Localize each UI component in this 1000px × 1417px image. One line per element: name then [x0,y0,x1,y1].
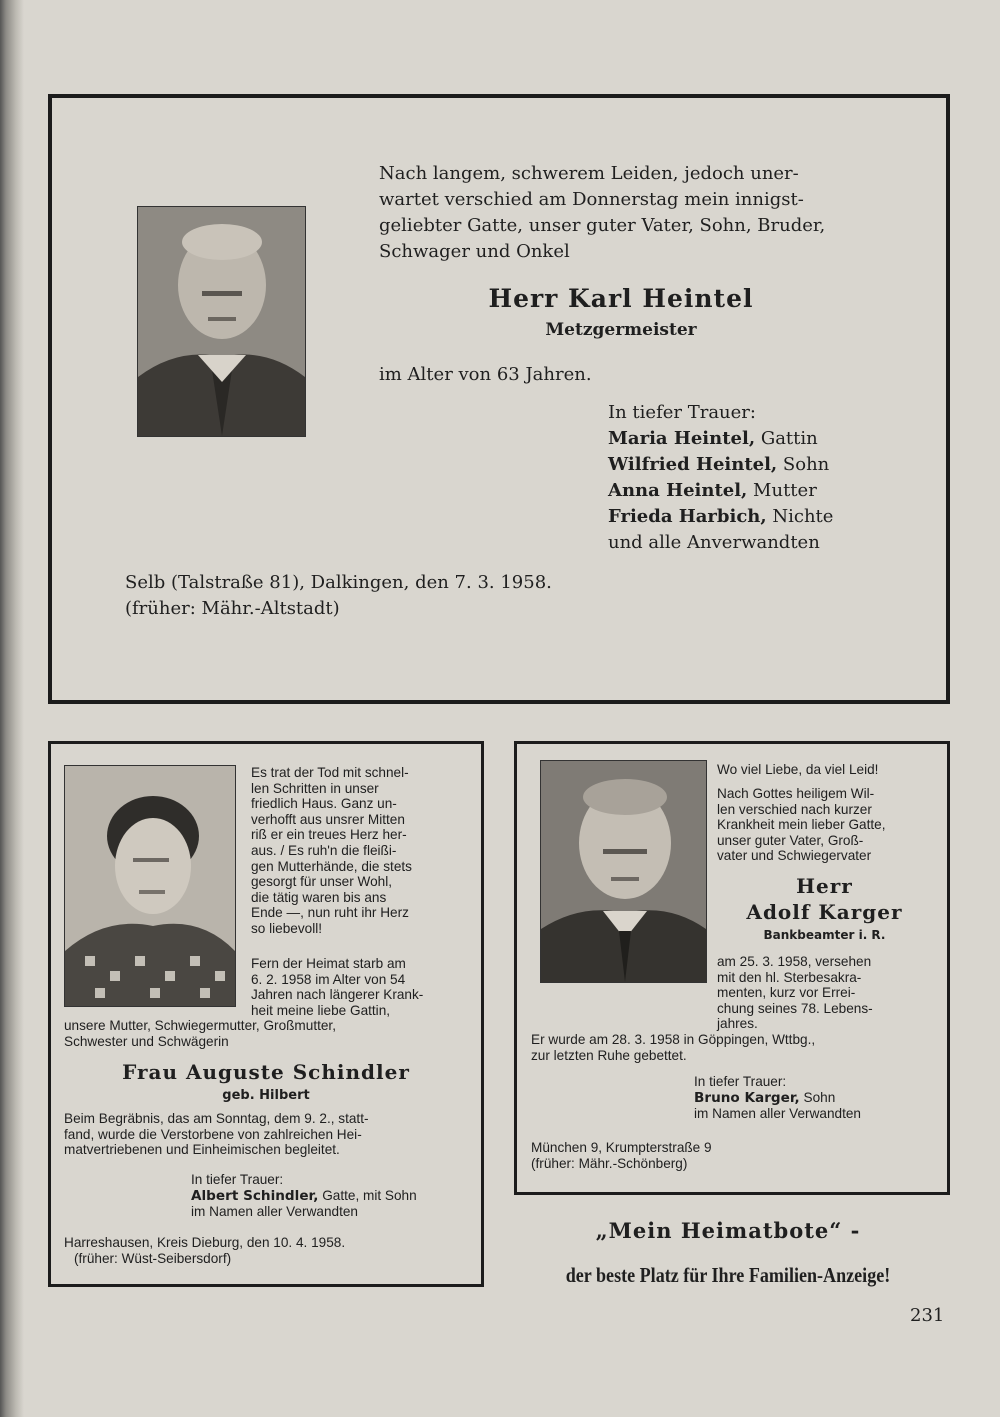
mourner-relation: Nichte [766,506,834,527]
age-line: im Alter von 63 Jahren. [379,364,592,385]
date-line: chung seines 78. Lebens- [717,1000,873,1016]
mourning-heading: In tiefer Trauer: [608,402,756,423]
family-line: Schwester und Schwägerin [64,1033,229,1049]
mourner [608,504,833,530]
mourner-relation: und alle Anverwandten [608,532,820,553]
motto: Wo viel Liebe, da viel Leid! [717,762,879,777]
poem-line: die tätig waren bis ans [251,889,387,905]
former-home-line: (früher: Wüst-Seibersdorf) [74,1250,232,1266]
family-line: unsere Mutter, Schwiegermutter, Großmutter, [64,1018,336,1033]
portrait-auguste-schindler [64,765,236,1007]
page-number: 231 [910,1305,945,1326]
death-text [251,956,473,1018]
place-block [531,1140,712,1171]
death-line: Fern der Heimat starb am [251,956,406,971]
place-block [125,570,552,622]
former-home-line: (früher: Mähr.-Altstadt) [125,598,340,619]
funeral-line: fand, wurde die Verstorbene von zahlreichen Hei- [64,1126,362,1142]
date-line: menten, kurz vor Errei- [717,985,856,1001]
intro-text [379,161,899,265]
burial-text [531,1032,815,1063]
place-block [64,1235,345,1266]
intro-line: Krankheit mein lieber Gatte, [717,817,886,833]
mourner [608,478,833,504]
place-line: München 9, Krumpterstraße 9 [531,1140,712,1155]
mourner-relation: Mutter [747,480,817,501]
death-line: Jahren nach längerer Krank- [251,987,424,1003]
intro-line: vater und Schwiegervater [717,848,872,864]
mourner-name: Bruno Karger, [694,1089,800,1106]
poem-line: aus. / Es ruh'n die fleißi- [251,842,397,858]
mourner-relation: Sohn [777,454,830,475]
poem-text [251,765,473,937]
intro-line: wartet verschied am Donnerstag mein innigst- [379,189,804,210]
deceased-birth-name: geb. Hilbert [222,1088,310,1103]
mourner [608,452,833,478]
mourner-relation: Gattin [755,428,818,449]
date-line: mit den hl. Sterbesakra- [717,969,862,985]
obituary-karl-heintel [48,94,950,704]
mourner [608,426,833,452]
intro-line: Nach Gottes heiligem Wil- [717,786,875,801]
mourners-block [191,1172,417,1220]
burial-line: Er wurde am 28. 3. 1958 in Göppingen, Wttbg., [531,1032,816,1047]
mourner-name: Maria Heintel, [608,428,756,449]
intro-line: Nach langem, schwerem Leiden, jedoch uner- [379,163,799,184]
poem-line: so liebevoll! [251,920,323,936]
portrait-karl-heintel [137,206,306,437]
poem-line: friedlich Haus. Ganz un- [251,796,397,812]
intro-line: len verschied nach kurzer [717,801,872,817]
poem-line: len Schritten in unser [251,780,379,796]
poem-line: Ende —, nun ruht ihr Herz [251,905,409,921]
mourning-heading: In tiefer Trauer: [694,1074,787,1089]
place-line: Harreshausen, Kreis Dieburg, den 10. 4. 1958. [64,1235,346,1250]
mourner-name: Anna Heintel, [608,480,748,501]
deceased-name: Adolf Karger [746,900,903,924]
death-line: heit meine liebe Gattin, [251,1002,391,1018]
portrait-adolf-karger [540,760,707,983]
mourning-heading: In tiefer Trauer: [191,1172,284,1187]
deceased-name: Herr Karl Heintel [488,284,754,313]
intro-text [717,786,886,864]
funeral-line: Beim Begräbnis, das am Sonntag, dem 9. 2., statt- [64,1111,369,1126]
death-line: 6. 2. 1958 im Alter von 54 [251,971,406,987]
mourners-block [694,1074,861,1122]
funeral-line: matvertriebenen und Einheimischen begleitet. [64,1142,340,1158]
former-home-line: (früher: Mähr.-Schönberg) [531,1155,688,1171]
mourner-name: Wilfried Heintel, [608,454,778,475]
mourners-block [608,400,833,556]
intro-line: Schwager und Onkel [379,241,570,262]
poem-line: gen Mutterhände, die stets [251,858,412,874]
family-text [64,1018,474,1049]
deceased-name: Frau Auguste Schindler [122,1060,410,1084]
mourner-extra: im Namen aller Verwandten [694,1106,861,1122]
mourner-name: Frieda Harbich, [608,506,767,527]
intro-line: geliebter Gatte, unser guter Vater, Sohn, Bruder, [379,215,826,236]
mourner [608,530,833,556]
poem-line: riß er ein treues Herz her- [251,827,407,843]
mourner-name: Albert Schindler, [191,1187,319,1204]
date-line: jahres. [717,1016,758,1032]
book-binding-shadow [0,0,24,1417]
poem-line: Es trat der Tod mit schnel- [251,765,409,780]
mourner [191,1188,417,1205]
advert-title: „Mein Heimatbote“ - [595,1218,861,1243]
deceased-title: Herr [796,874,853,898]
funeral-text [64,1111,474,1158]
burial-line: zur letzten Ruhe gebettet. [531,1047,687,1063]
mourner [694,1090,861,1107]
date-line: am 25. 3. 1958, versehen [717,954,872,969]
intro-line: unser guter Vater, Groß- [717,832,864,848]
deceased-profession: Bankbeamter i. R. [763,928,886,942]
mourner-relation: Gatte, mit Sohn [318,1187,417,1203]
poem-line: gesorgt für unser Wohl, [251,874,393,890]
mourner-relation: Sohn [799,1089,836,1105]
obituary-adolf-karger [514,741,950,1195]
obituary-auguste-schindler [48,741,484,1287]
advert-subtitle: der beste Platz für Ihre Familien-Anzeige! [565,1263,891,1287]
deceased-profession: Metzgermeister [545,320,697,340]
date-text [717,954,873,1032]
place-line: Selb (Talstraße 81), Dalkingen, den 7. 3. 1958. [125,572,552,593]
poem-line: verhofft aus unsrer Mitten [251,811,405,827]
mourner-extra: im Namen aller Verwandten [191,1204,358,1220]
